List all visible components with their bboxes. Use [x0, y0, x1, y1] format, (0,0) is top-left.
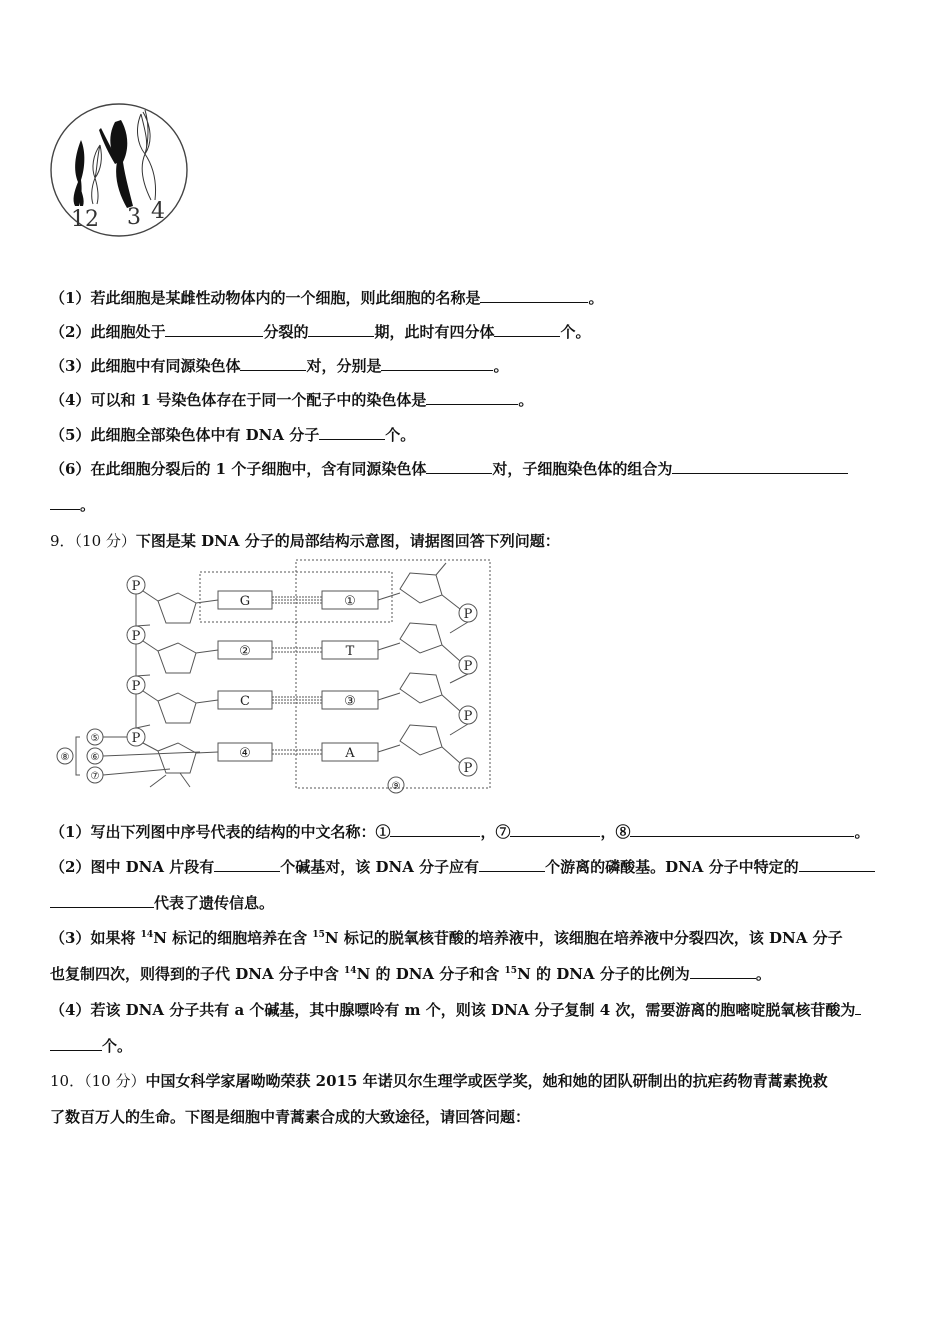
answer-blank[interactable]	[426, 460, 492, 474]
answer-blank[interactable]	[165, 323, 263, 337]
q9-part4-cont: 个。	[50, 1035, 132, 1056]
q10-stem-line2: 了数百万人的生命。下图是细胞中青蒿素合成的大致途径，请回答问题：	[50, 1108, 531, 1126]
q8-part2: （2）此细胞处于 分裂的 期，此时有四分体 个。	[50, 323, 591, 341]
side-label: ⑦	[90, 771, 100, 782]
left-base-label: ④	[239, 746, 251, 761]
chromosome-label-1: 1	[71, 207, 85, 232]
answer-blank[interactable]	[494, 323, 560, 337]
answer-blank[interactable]	[50, 894, 154, 908]
bottom-label: ⑨	[391, 781, 401, 792]
phosphate-label: P	[463, 709, 473, 724]
left-base-label: ②	[239, 644, 251, 659]
answer-blank[interactable]	[510, 823, 600, 837]
answer-blank[interactable]	[479, 858, 545, 872]
answer-blank[interactable]	[319, 426, 385, 440]
right-base-label: ①	[344, 594, 356, 609]
phosphate-label: P	[131, 579, 141, 594]
bracket-label: ⑧	[60, 752, 70, 763]
phosphate-label: P	[131, 629, 141, 644]
answer-blank[interactable]	[308, 323, 374, 337]
q8-part6-cont: 。	[50, 494, 95, 515]
phosphate-label: P	[463, 659, 473, 674]
q9-part1: （1）写出下列图中序号代表的结构的中文名称：① ，⑦ ，⑧ 。	[50, 823, 870, 841]
side-label: ⑤	[90, 733, 100, 744]
answer-blank[interactable]	[855, 1001, 861, 1015]
q8-part5: （5）此细胞全部染色体中有 DNA 分子 个。	[50, 426, 416, 444]
chromosome-label-4: 4	[151, 199, 165, 224]
right-base-label: A	[345, 746, 355, 761]
right-base-label: T	[345, 644, 355, 659]
left-base-label: G	[239, 594, 251, 609]
left-base-label: C	[240, 694, 250, 709]
answer-blank[interactable]	[390, 823, 480, 837]
q9-stem: 9．（10 分）下图是某 DNA 分子的局部结构示意图，请据图回答下列问题：	[50, 532, 560, 550]
answer-blank[interactable]	[799, 858, 875, 872]
q8-part3: （3）此细胞中有同源染色体 对，分别是 。	[50, 357, 509, 375]
q9-part2: （2）图中 DNA 片段有 个碱基对，该 DNA 分子应有 个游离的磷酸基。DNA 分子中特定的	[50, 856, 875, 877]
phosphate-label: P	[131, 731, 141, 746]
q8-part1: （1）若此细胞是某雌性动物体内的一个细胞，则此细胞的名称是 。	[50, 289, 604, 307]
chromosome-label-3: 3	[127, 205, 141, 230]
answer-blank[interactable]	[50, 1037, 102, 1051]
answer-blank[interactable]	[690, 965, 756, 979]
q10-stem-line1: 10．（10 分）中国女科学家屠呦呦荣获 2015 年诺贝尔生理学或医学奖，她和她的团队研制出的抗疟药物青蒿素挽救	[50, 1072, 828, 1090]
q8-part6: （6）在此细胞分裂后的 1 个子细胞中，含有同源染色体 对，子细胞染色体的组合为	[50, 458, 848, 479]
answer-blank[interactable]	[240, 357, 306, 371]
phosphate-label: P	[463, 761, 473, 776]
answer-blank[interactable]	[50, 496, 80, 510]
answer-blank[interactable]	[672, 460, 848, 474]
cell-division-figure	[45, 100, 195, 240]
q9-part2-cont: 代表了遗传信息。	[50, 892, 274, 913]
phosphate-label: P	[463, 607, 473, 622]
chromosome-label-2: 2	[85, 207, 99, 232]
q9-part4: （4）若该 DNA 分子共有 a 个碱基，其中腺嘌呤有 m 个，则该 DNA 分子复制 4 次，需要游离的胞嘧啶脱氧核苷酸为	[50, 999, 861, 1020]
right-base-label: ③	[344, 694, 356, 709]
side-label: ⑥	[90, 752, 100, 763]
answer-blank[interactable]	[381, 357, 493, 371]
answer-blank[interactable]	[426, 391, 518, 405]
q9-part3-cont: 也复制四次，则得到的子代 DNA 分子中含 $^{14}$N 的 DNA 分子和含 $^{15}$N 的 DNA 分子的比例为 。	[50, 965, 771, 983]
dna-structure-diagram	[50, 555, 500, 800]
answer-blank[interactable]	[630, 823, 854, 837]
answer-blank[interactable]	[480, 289, 588, 303]
phosphate-label: P	[131, 679, 141, 694]
q9-part3: （3）如果将 $^{14}$N 标记的细胞培养在含 $^{15}$N 标记的脱氧核苷酸的培养液中，该细胞在培养液中分裂四次，该 DNA 分子	[50, 929, 843, 947]
answer-blank[interactable]	[214, 858, 280, 872]
q8-part4: （4）可以和 1 号染色体存在于同一个配子中的染色体是 。	[50, 391, 534, 409]
